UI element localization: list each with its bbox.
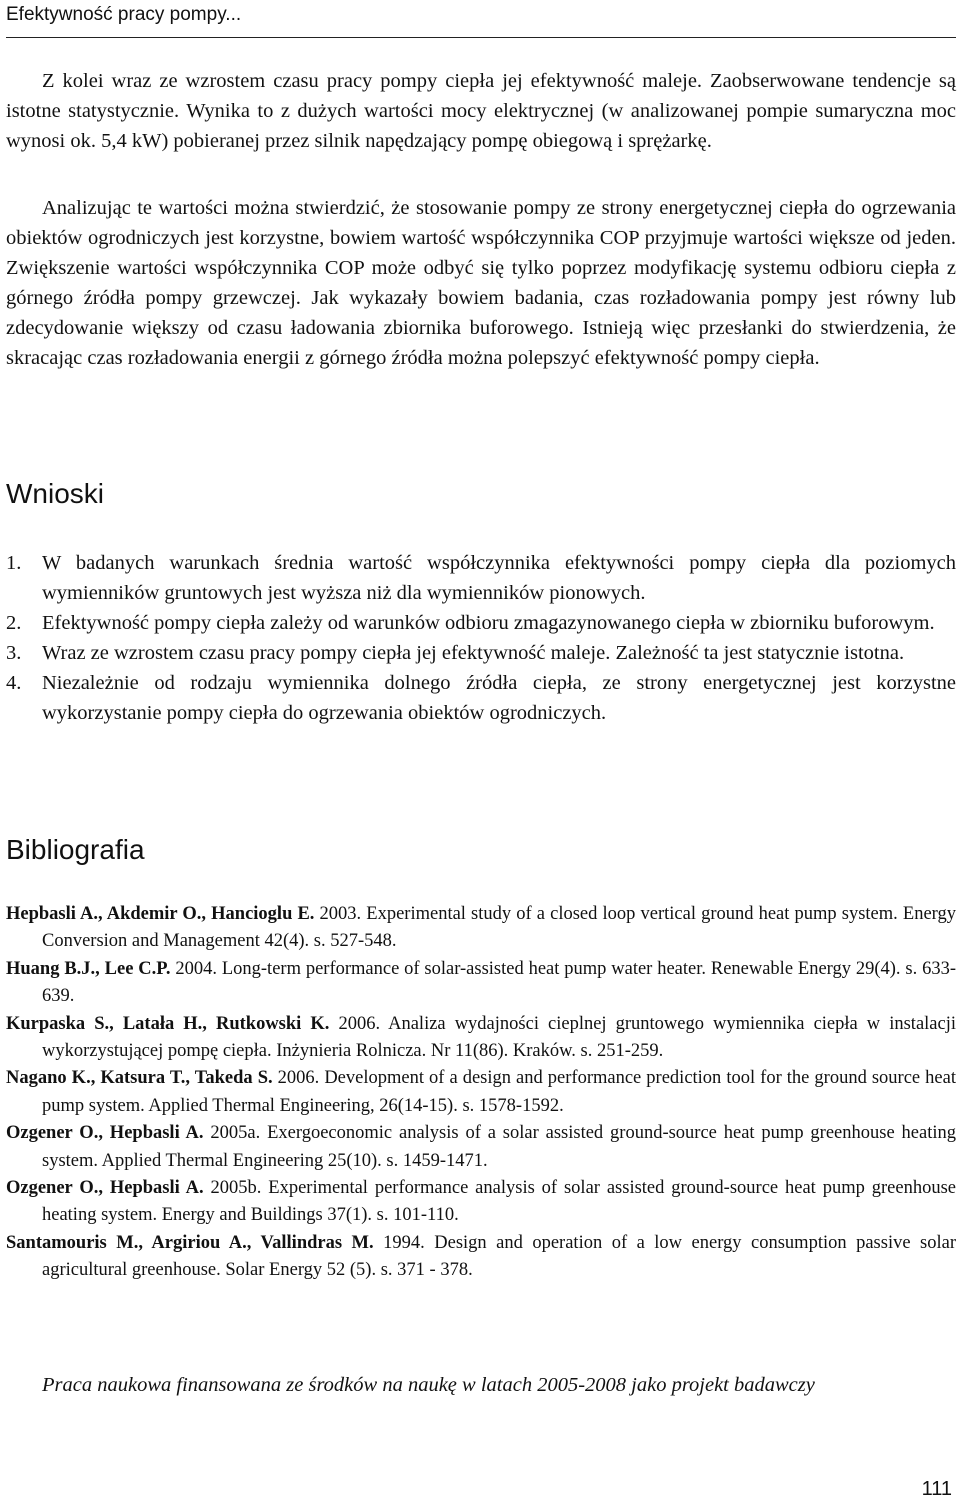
conclusion-number: 1. (6, 552, 22, 574)
page-number: 111 (921, 1478, 952, 1500)
reference-details: 2005b. Experimental performance analysis of solar assisted ground-source heat pump greenhouse heating system. Energy and Buildings 37(1). s. 101-110. (42, 1178, 956, 1226)
reference-authors: Hepbasli A., Akdemir O., Hancioglu E. (6, 904, 315, 924)
conclusion-item (6, 668, 956, 728)
conclusion-item (6, 548, 956, 608)
reference-entry (6, 956, 956, 1011)
paragraph-text: Z kolei wraz ze wzrostem czasu pracy pompy ciepła jej efektywność maleje. Zaobserwowane tendencje są istotne statystycznie. Wynika to z dużych wartości mocy elektrycznej (w analizowanej pompie sumaryczna moc wynosi ok. 5,4 kW) pobieranej przez silnik napędzający pompę obiegową i sprężarkę. (6, 70, 956, 152)
reference-details: 2004. Long-term performance of solar-assisted heat pump water heater. Renewable Energy 29(4). s. 633- 639. (42, 958, 957, 1007)
body-paragraph-2 (6, 193, 956, 373)
bibliography-heading: Bibliografia (6, 834, 145, 865)
reference-entry (6, 1065, 956, 1120)
conclusions-list (6, 548, 956, 728)
conclusion-text: Wraz ze wzrostem czasu pracy pompy ciepła jej efektywność maleje. Zależność ta jest statycznie istotna. (42, 642, 905, 664)
conclusion-item (6, 608, 956, 638)
reference-details: 2003. Experimental study of a closed loop vertical ground heat pump system. Energy Conversion and Management 42(4). s. 527-548. (42, 904, 956, 952)
running-head: Efektywność pracy pompy... (6, 4, 242, 25)
conclusion-item (6, 638, 956, 668)
conclusion-number: 2. (6, 612, 22, 634)
conclusion-text: W badanych warunkach średnia wartość współczynnika efektywności pompy ciepła dla poziomych wymienników gruntowych jest wyższa niż dla wymienników pionowych. (42, 552, 956, 604)
conclusion-text: Efektywność pompy ciepła zależy od warunków odbioru zmagazynowanego ciepła w zbiorniku buforowym. (42, 612, 935, 634)
reference-authors: Nagano K., Katsura T., Takeda S. (6, 1068, 273, 1089)
body-paragraph-1 (6, 66, 956, 156)
reference-authors: Santamouris M., Argiriou A., Vallindras M. (6, 1232, 374, 1253)
reference-entry (6, 1175, 956, 1230)
reference-authors: Huang B.J., Lee C.P. (6, 958, 171, 979)
reference-entry (6, 1011, 956, 1066)
reference-entry (6, 1230, 956, 1285)
reference-authors: Ozgener O., Hepbasli A. (6, 1123, 204, 1144)
reference-list (6, 901, 956, 1285)
header-rule (6, 37, 956, 38)
conclusion-text: Niezależnie od rodzaju wymiennika dolnego źródła ciepła, ze strony energetycznej jest korzystne wykorzystanie pompy ciepła do ogrzewania obiektów ogrodniczych. (42, 672, 956, 724)
reference-details: 1994. Design and operation of a low energy consumption passive solar agricultural greenhouse. Solar Energy 52 (5). s. 371 - 378. (42, 1232, 956, 1281)
conclusion-number: 3. (6, 642, 22, 664)
reference-details: 2006. Analiza wydajności cieplnej gruntowego wymiennika ciepła w instalacji wykorzystującej pompę ciepła. Inżynieria Rolnicza. Nr 11(86). Kraków. s. 251-259. (42, 1013, 956, 1062)
reference-details: 2005a. Exergoeconomic analysis of a solar assisted ground-source heat pump greenhouse heating system. Applied Thermal Engineering 25(10). s. 1459-1471. (42, 1123, 956, 1171)
reference-details: 2006. Development of a design and performance prediction tool for the ground source heat pump system. Applied Thermal Engineering, 26(14-15). s. 1578-1592. (42, 1068, 956, 1116)
reference-authors: Ozgener O., Hepbasli A. (6, 1178, 204, 1199)
paragraph-text: Analizując te wartości można stwierdzić, że stosowanie pompy ze strony energetycznej ciepła do ogrzewania obiektów ogrodniczych jest korzystne, bowiem wartość współczynnika COP przyjmuje wartości większe od jeden. Zwiększenie wartości współczynnika COP może odbyć się tylko poprzez modyfikację systemu odbioru ciepła z górnego źródła pompy grzewczej. Jak wykazały bowiem badania, czas rozładowania pompy jest równy lub zdecydowanie większy od czasu ładowania zbiornika buforowego. Istnieją więc przesłanki do stwierdzenia, że skracając czas rozładowania energii z górnego źródła można polepszyć efektywność pompy ciepła. (6, 197, 956, 369)
conclusions-heading: Wnioski (6, 478, 105, 509)
reference-authors: Kurpaska S., Latała H., Rutkowski K. (6, 1013, 330, 1034)
reference-entry (6, 1120, 956, 1175)
conclusion-number: 4. (6, 672, 22, 694)
reference-entry (6, 901, 956, 956)
funding-note: Praca naukowa finansowana ze środków na naukę w latach 2005-2008 jako projekt badawczy (42, 1374, 815, 1396)
